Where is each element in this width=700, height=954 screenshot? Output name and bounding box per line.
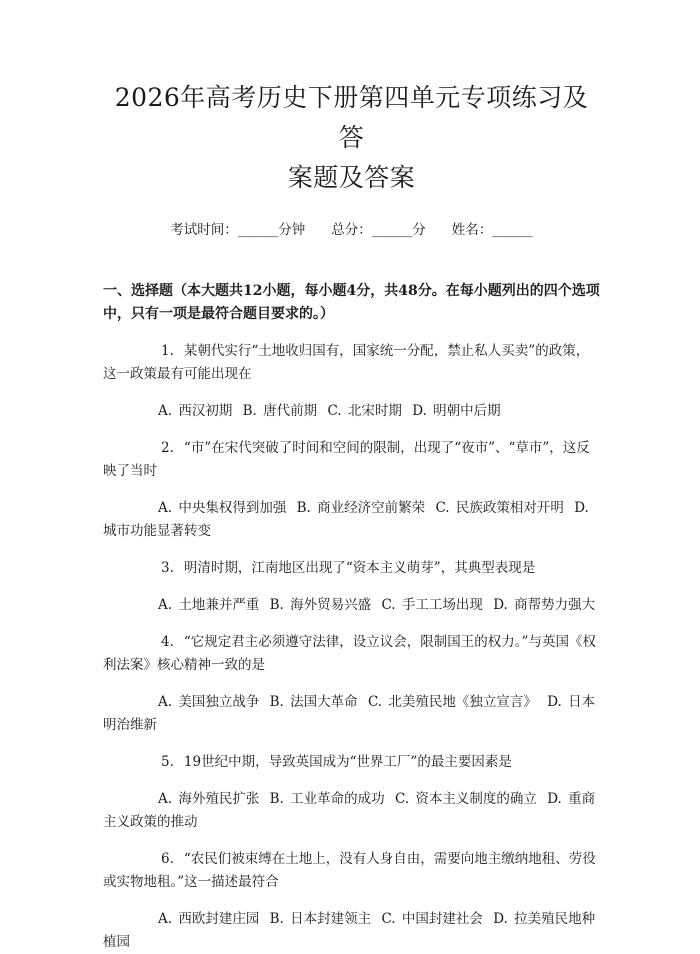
option-b: B. 海外贸易兴盛: [269, 597, 372, 613]
question-4: [103, 631, 600, 677]
exam-score-label: 总分：______分: [331, 222, 426, 238]
question-5-options: [103, 788, 600, 834]
document-title-line1: 2026年高考历史下册第四单元专项练习及答: [114, 83, 589, 152]
question-1-options: [103, 400, 600, 423]
question-number: 2.: [161, 440, 174, 456]
document-title: [103, 78, 600, 198]
option-d: D. 重商主义政策的推动: [103, 791, 596, 830]
question-3-options: [103, 594, 600, 617]
option-c: C. 民族政策相对开明: [435, 500, 564, 516]
exam-time-label: 考试时间：______分钟: [170, 222, 306, 238]
question-stem: “市”在宋代突破了时间和空间的限制，出现了“夜市”、“草市”，这反映了当时: [103, 440, 590, 479]
option-b: B. 日本封建领主: [269, 911, 372, 927]
option-d: D. 城市功能显著转变: [103, 500, 589, 539]
question-5: [103, 751, 600, 774]
option-d: D. 明朝中后期: [412, 403, 501, 419]
question-3: [103, 557, 600, 580]
question-6: [103, 848, 600, 894]
question-stem: 明清时期，江南地区出现了“资本主义萌芽”，其典型表现是: [183, 560, 536, 576]
question-number: 6.: [161, 851, 174, 867]
question-6-options: [103, 908, 600, 954]
question-1: [103, 340, 600, 386]
option-a: A. 西欧封建庄园: [158, 911, 260, 927]
question-number: 3.: [161, 560, 174, 576]
question-number: 1.: [161, 343, 174, 359]
option-c: C. 资本主义制度的确立: [394, 791, 537, 807]
question-2: [103, 437, 600, 483]
exam-name-label: 姓名：______: [451, 222, 533, 238]
option-b: B. 工业革命的成功: [269, 791, 385, 807]
question-stem: “它规定君主必须遵守法律，设立议会，限制国王的权力。”与英国《权利法案》核心精神一致的是: [103, 634, 596, 673]
question-stem: 某朝代实行“土地收归国有，国家统一分配，禁止私人买卖”的政策，这一政策最有可能出现在: [103, 343, 590, 382]
option-d: D. 日本明治维新: [103, 694, 596, 733]
exam-info: [103, 220, 600, 240]
option-a: A. 美国独立战争: [158, 694, 260, 710]
question-4-options: [103, 691, 600, 737]
option-a: A. 中央集权得到加强: [158, 500, 287, 516]
option-a: A. 海外殖民扩张: [158, 791, 260, 807]
option-c: C. 北美殖民地《独立宣言》: [367, 694, 537, 710]
option-c: C. 手工工场出现: [381, 597, 483, 613]
question-2-options: [103, 497, 600, 543]
option-c: C. 中国封建社会: [381, 911, 483, 927]
option-b: B. 法国大革命: [269, 694, 358, 710]
question-stem: “农民们被束缚在土地上，没有人身自由，需要向地主缴纳地租、劳役或实物地租。”这一描述最符合: [103, 851, 596, 890]
option-b: B. 商业经济空前繁荣: [296, 500, 426, 516]
section-heading: 一、选择题（本大题共12小题，每小题4分，共48分。在每小题列出的四个选项中，只有一项是最符合题目要求的。）: [103, 283, 600, 322]
question-number: 4.: [161, 634, 174, 650]
option-a: A. 西汉初期: [158, 403, 233, 419]
question-list: [103, 340, 600, 954]
option-d: D. 拉美殖民地种植园: [103, 911, 596, 950]
option-c: C. 北宋时期: [327, 403, 402, 419]
option-d: D. 商帮势力强大: [493, 597, 596, 613]
option-b: B. 唐代前期: [242, 403, 318, 419]
option-a: A. 土地兼并严重: [158, 597, 260, 613]
question-number: 5.: [161, 754, 174, 770]
question-stem: 19世纪中期，导致英国成为“世界工厂”的最主要因素是: [183, 754, 512, 770]
document-title-line2: 案题及答案: [287, 163, 416, 192]
